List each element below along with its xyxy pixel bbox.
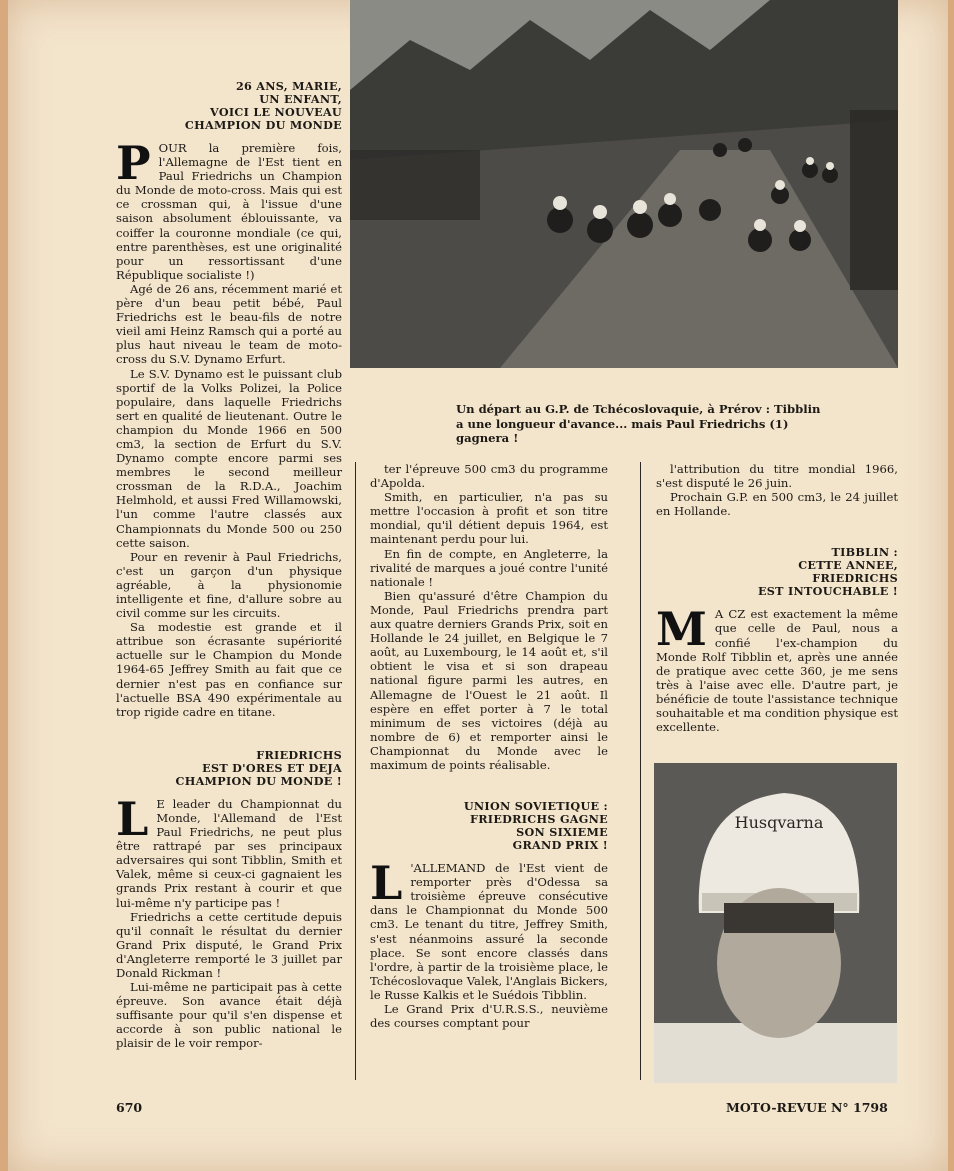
heading-line: FRIEDRICHS xyxy=(256,747,342,762)
helmet-portrait-illustration xyxy=(654,763,897,1083)
issue-number: N° 1798 xyxy=(830,1100,888,1115)
drop-cap: L xyxy=(370,856,403,911)
heading-line: SON SIXIEME xyxy=(516,825,608,840)
article-paragraph: En fin de compte, en Angleterre, la rivalité de marques a joué contre l'unité nationale ! xyxy=(370,546,608,589)
column-divider xyxy=(640,462,641,1080)
article-paragraph: Le S.V. Dynamo est le puissant club sportif de la Volks Polizei, la Police populaire, dans laquelle Friedrichs sert en qualité de lieutenant. Outre le champion du Monde 1966 en 500 cm3, la section de Erfurt du S.V. Dynamo compte encore parmi ses membres le second meilleur crossman de la R.D.A., Joachim Helmhold, et aussi Fred Willamowski, l'un comme l'autre classés aux Championnats du Monde 500 ou 250 cette saison. xyxy=(116,366,342,550)
heading-line: CHAMPION DU MONDE xyxy=(184,118,342,132)
article-paragraph: Prochain G.P. en 500 cm3, le 24 juillet en Hollande. xyxy=(656,490,898,519)
article-paragraph: Bien qu'assuré d'être Champion du Monde, Paul Friedrichs prendra part aux quatre derniers Grands Prix, soit en Hollande le 24 juillet, en Belgique le 7 août, au Luxembourg, le 14 août et, s'il obtient le visa et si son drapeau national figure parmi les autres, en Allemagne de l'Ouest le 21 août. Il espère en effet porter à 7 le total minimum de ses victoires (déjà au nombre de 6) et remporter ainsi le Championnat du Monde avec le maximum de points réalisable. xyxy=(370,588,608,772)
heading-line: TIBBLIN : xyxy=(831,545,898,560)
motocross-start-photo xyxy=(350,0,898,368)
heading-line: VOICI LE NOUVEAU xyxy=(210,105,342,119)
heading-line: 26 ANS, MARIE, xyxy=(235,79,342,93)
article-paragraph: POUR la première fois, l'Allemagne de l'Est tient en Paul Friedrichs un Champion du Monde de moto-cross. Mais qui est ce crossman qui, à l'issue d'une saison absolument éblouissante, va coiffer la couronne mondiale (ce qui, entre parenthèses, est une originalité pour un ressortissant d'une République socialiste !) xyxy=(116,136,342,282)
article-paragraph: ter l'épreuve 500 cm3 du programme d'Apolda. xyxy=(370,462,608,491)
heading-line: EST INTOUCHABLE ! xyxy=(757,584,898,599)
page-number: 670 xyxy=(116,1100,143,1115)
drop-cap: P xyxy=(116,136,151,190)
magazine-name xyxy=(726,1100,888,1115)
heading-line: CHAMPION DU MONDE ! xyxy=(175,773,342,788)
heading-line: UN ENFANT, xyxy=(259,92,342,106)
middle-column xyxy=(370,462,608,1030)
heading-line: FRIEDRICHS xyxy=(812,571,898,586)
article-paragraph: Friedrichs a cette certitude depuis qu'il connaît le résultat du dernier Grand Prix disputé, le Grand Prix d'Angleterre remporté le 3 juillet par Donald Rickman ! xyxy=(116,909,342,980)
photo-caption: Un départ au G.P. de Tchécoslovaquie, à Prérov : Tibblin a une longueur d'avance... mais Paul Friedrichs (1) gagnera ! xyxy=(456,402,821,445)
article-paragraph: Le Grand Prix d'U.R.S.S., neuvième des courses comptant pour xyxy=(370,1002,608,1031)
drop-cap: M xyxy=(656,602,707,657)
article-paragraph: Agé de 26 ans, récemment marié et père d'un beau petit bébé, Paul Friedrichs est le beau-fils de notre vieil ami Heinz Ramsch qui a porté au plus haut niveau le team de moto-cross du S.V. Dynamo Erfurt. xyxy=(116,281,342,367)
heading-line: FRIEDRICHS GAGNE xyxy=(469,812,608,827)
magazine-title: MOTO-REVUE xyxy=(726,1100,827,1115)
heading-line: GRAND PRIX ! xyxy=(512,838,608,853)
heading-line: CETTE ANNEE, xyxy=(798,558,898,573)
article-paragraph: Smith, en particulier, n'a pas su mettre l'occasion à profit et son titre mondial, qu'il détient depuis 1964, est maintenant perdu pour lui. xyxy=(370,490,608,547)
article-paragraph: Pour en revenir à Paul Friedrichs, c'est un garçon d'un physique agréable, à la physionomie intelligente et fine, d'allure sobre au civil comme sur les circuits. xyxy=(116,549,342,621)
right-column xyxy=(656,462,898,734)
left-column xyxy=(116,80,342,1051)
motocross-start-illustration xyxy=(350,0,898,368)
heading-line: EST D'ORES ET DEJA xyxy=(202,760,342,775)
article-paragraph: L E leader du Championnat du Monde, l'Allemand de l'Est Paul Friedrichs, ne peut plus être rattrapé par ses principaux adversaires qui sont Tibblin, Smith et Valek, même si ceux-ci gagnaient les grands Prix restant à courir et que lui-même n'y participe pas ! xyxy=(116,791,342,910)
heading-line: UNION SOVIETIQUE : xyxy=(463,799,608,814)
article-paragraph: M A CZ est exactement la même que celle de Paul, nous a confié l'ex-champion du Monde Rolf Tibblin et, après une année de pratique avec cette 360, je me sens très à l'aise avec elle. D'autre part, je bénéficie de toute l'assistance technique souhaitable et ma condition physique est excellente. xyxy=(656,602,898,735)
tibblin-portrait-photo xyxy=(654,763,897,1083)
article-paragraph: l'attribution du titre mondial 1966, s'est disputé le 26 juin. xyxy=(656,462,898,491)
article-paragraph: Lui-même ne participait pas à cette épreuve. Son avance était déjà suffisante pour qu'il s'en dispense et accorde à son public national le plaisir de le voir rempor- xyxy=(116,980,342,1051)
drop-cap: L xyxy=(116,791,149,846)
column-divider xyxy=(355,462,356,1080)
helmet-brand-text: Husqvarna xyxy=(734,813,824,832)
article-paragraph: L 'ALLEMAND de l'Est vient de remporter près d'Odessa sa troisième épreuve consécutive dans le Championnat du Monde 500 cm3. Le tenant du titre, Jeffrey Smith, s'est néanmoins assuré la seconde place. Se sont encore classés dans l'ordre, à partir de la troisième place, le Tchécoslovaque Valek, l'Anglais Bickers, le Russe Kalkis et le Suédois Tibblin. xyxy=(370,856,608,1002)
article-paragraph: Sa modestie est grande et il attribue son écrasante supériorité actuelle sur le Champion du Monde 1964-65 Jeffrey Smith au fait que ce dernier n'est pas en confiance sur l'actuelle BSA 490 expérimentale au trop rigide cadre en titane. xyxy=(116,620,342,719)
